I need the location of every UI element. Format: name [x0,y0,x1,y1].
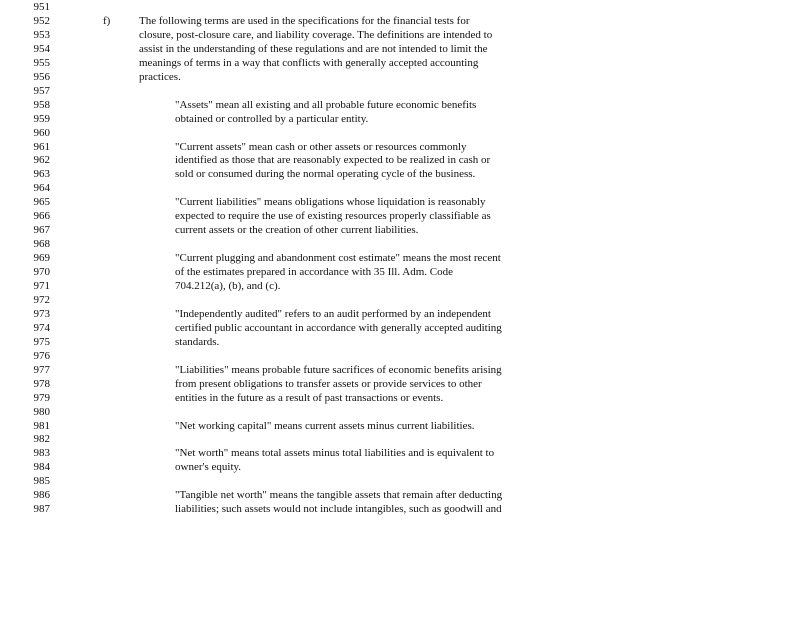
definition-text: liabilities; such assets would not include intangibles, such as goodwill and [175,503,502,516]
definition-text: certified public accountant in accordance with generally accepted auditing [175,321,502,334]
line-number: 952 [33,14,50,27]
document-line [0,265,800,279]
document-line [0,293,800,307]
line-number: 980 [33,405,50,418]
document-line [0,140,800,154]
line-number: 953 [33,28,50,41]
line-number: 972 [33,293,50,306]
definition-text: 704.212(a), (b), and (c). [175,280,281,292]
document-line [0,153,800,167]
definition-text: "Net working capital" means current assets minus current liabilities. [175,419,475,432]
line-number: 978 [33,377,50,390]
definition-text: "Tangible net worth" means the tangible assets that remain after deducting [175,489,503,502]
document-line [0,349,800,363]
line-number: 956 [33,70,50,83]
line-number: 960 [33,126,50,139]
document-line [0,209,800,223]
line-number: 968 [33,238,50,251]
line-number: 961 [33,140,50,153]
definition-text: sold or consumed during the normal operating cycle of the business. [175,168,476,181]
definition-text: "Independently audited" refers to an audit performed by an independent [175,307,491,320]
document-line [0,474,800,488]
document-line [0,321,800,335]
document-line [0,0,800,14]
definition-text: "Assets" mean all existing and all probable future economic benefits [175,98,477,111]
paragraph-text: assist in the understanding of these regulations and are not intended to limit the [139,42,488,55]
document-line [0,28,800,42]
line-number: 966 [33,210,50,223]
document-line [0,488,800,502]
line-number: 985 [33,475,50,488]
definition-text: obtained or controlled by a particular entity. [175,112,369,125]
line-number: 971 [33,280,50,292]
document-line [0,70,800,84]
document-line [0,363,800,377]
document-line [0,251,800,265]
line-number: 970 [33,266,50,279]
line-number: 963 [33,168,50,181]
definition-text: identified as those that are reasonably expected to be realized in cash or [175,154,491,167]
line-number: 979 [33,391,50,404]
definition-text: "Current plugging and abandonment cost estimate" means the most recent [175,252,501,265]
document-line [0,195,800,209]
line-number: 959 [33,112,50,125]
line-number: 983 [33,447,50,460]
line-number: 951 [33,1,50,13]
document-line [0,335,800,349]
document-line [0,405,800,419]
line-number: 964 [33,182,50,195]
line-number: 969 [33,252,50,265]
document-line [0,279,800,293]
line-number: 955 [33,56,50,69]
definition-text: "Current liabilities" means obligations whose liquidation is reasonably [175,196,486,209]
definition-text: owner's equity. [175,461,242,474]
paragraph-text: practices. [139,70,181,83]
definition-text: "Current assets" mean cash or other assets or resources commonly [175,140,467,153]
definition-text: entities in the future as a result of past transactions or events. [175,391,444,404]
document-line [0,307,800,321]
definition-text: "Liabilities" means probable future sacrifices of economic benefits arising [175,363,502,376]
paragraph-text: The following terms are used in the specifications for the financial tests for [139,14,470,27]
line-number: 977 [33,363,50,376]
document-line [0,167,800,181]
line-number: 957 [33,84,50,97]
document-line [0,377,800,391]
line-number: 987 [33,503,50,516]
line-number: 954 [33,42,50,55]
document-line [0,502,800,516]
line-number: 965 [33,196,50,209]
line-number: 982 [33,433,50,446]
document-line [0,42,800,56]
document-line [0,126,800,140]
line-number: 976 [33,349,50,362]
line-number: 984 [33,461,50,474]
document-line [0,419,800,433]
definition-text: "Net worth" means total assets minus total liabilities and is equivalent to [175,447,495,460]
paragraph-text: meanings of terms in a way that conflicts with generally accepted accounting [139,56,479,69]
line-number: 981 [33,419,50,432]
line-number: 974 [33,321,50,334]
document-line [0,460,800,474]
line-number: 962 [33,154,50,167]
definition-text: from present obligations to transfer assets or provide services to other [175,377,482,390]
definition-text: expected to require the use of existing resources properly classifiable as [175,210,491,223]
document-line [0,56,800,70]
document-line [0,432,800,446]
line-number: 975 [33,335,50,348]
document-line [0,14,800,28]
document-line [0,223,800,237]
document-line [0,84,800,98]
definition-text: of the estimates prepared in accordance with 35 Ill. Adm. Code [175,266,453,279]
line-number: 967 [33,224,50,237]
line-number: 986 [33,489,50,502]
paragraph-text: closure, post-closure care, and liability coverage. The definitions are intended to [139,28,493,41]
subsection-marker: f) [103,14,111,27]
document-line [0,237,800,251]
document-line [0,181,800,195]
definition-text: current assets or the creation of other current liabilities. [175,224,419,237]
line-number: 973 [33,307,50,320]
document-line [0,446,800,460]
document-line [0,391,800,405]
line-number: 958 [33,98,50,111]
document-line [0,112,800,126]
definition-text: standards. [175,335,220,348]
document-line [0,98,800,112]
